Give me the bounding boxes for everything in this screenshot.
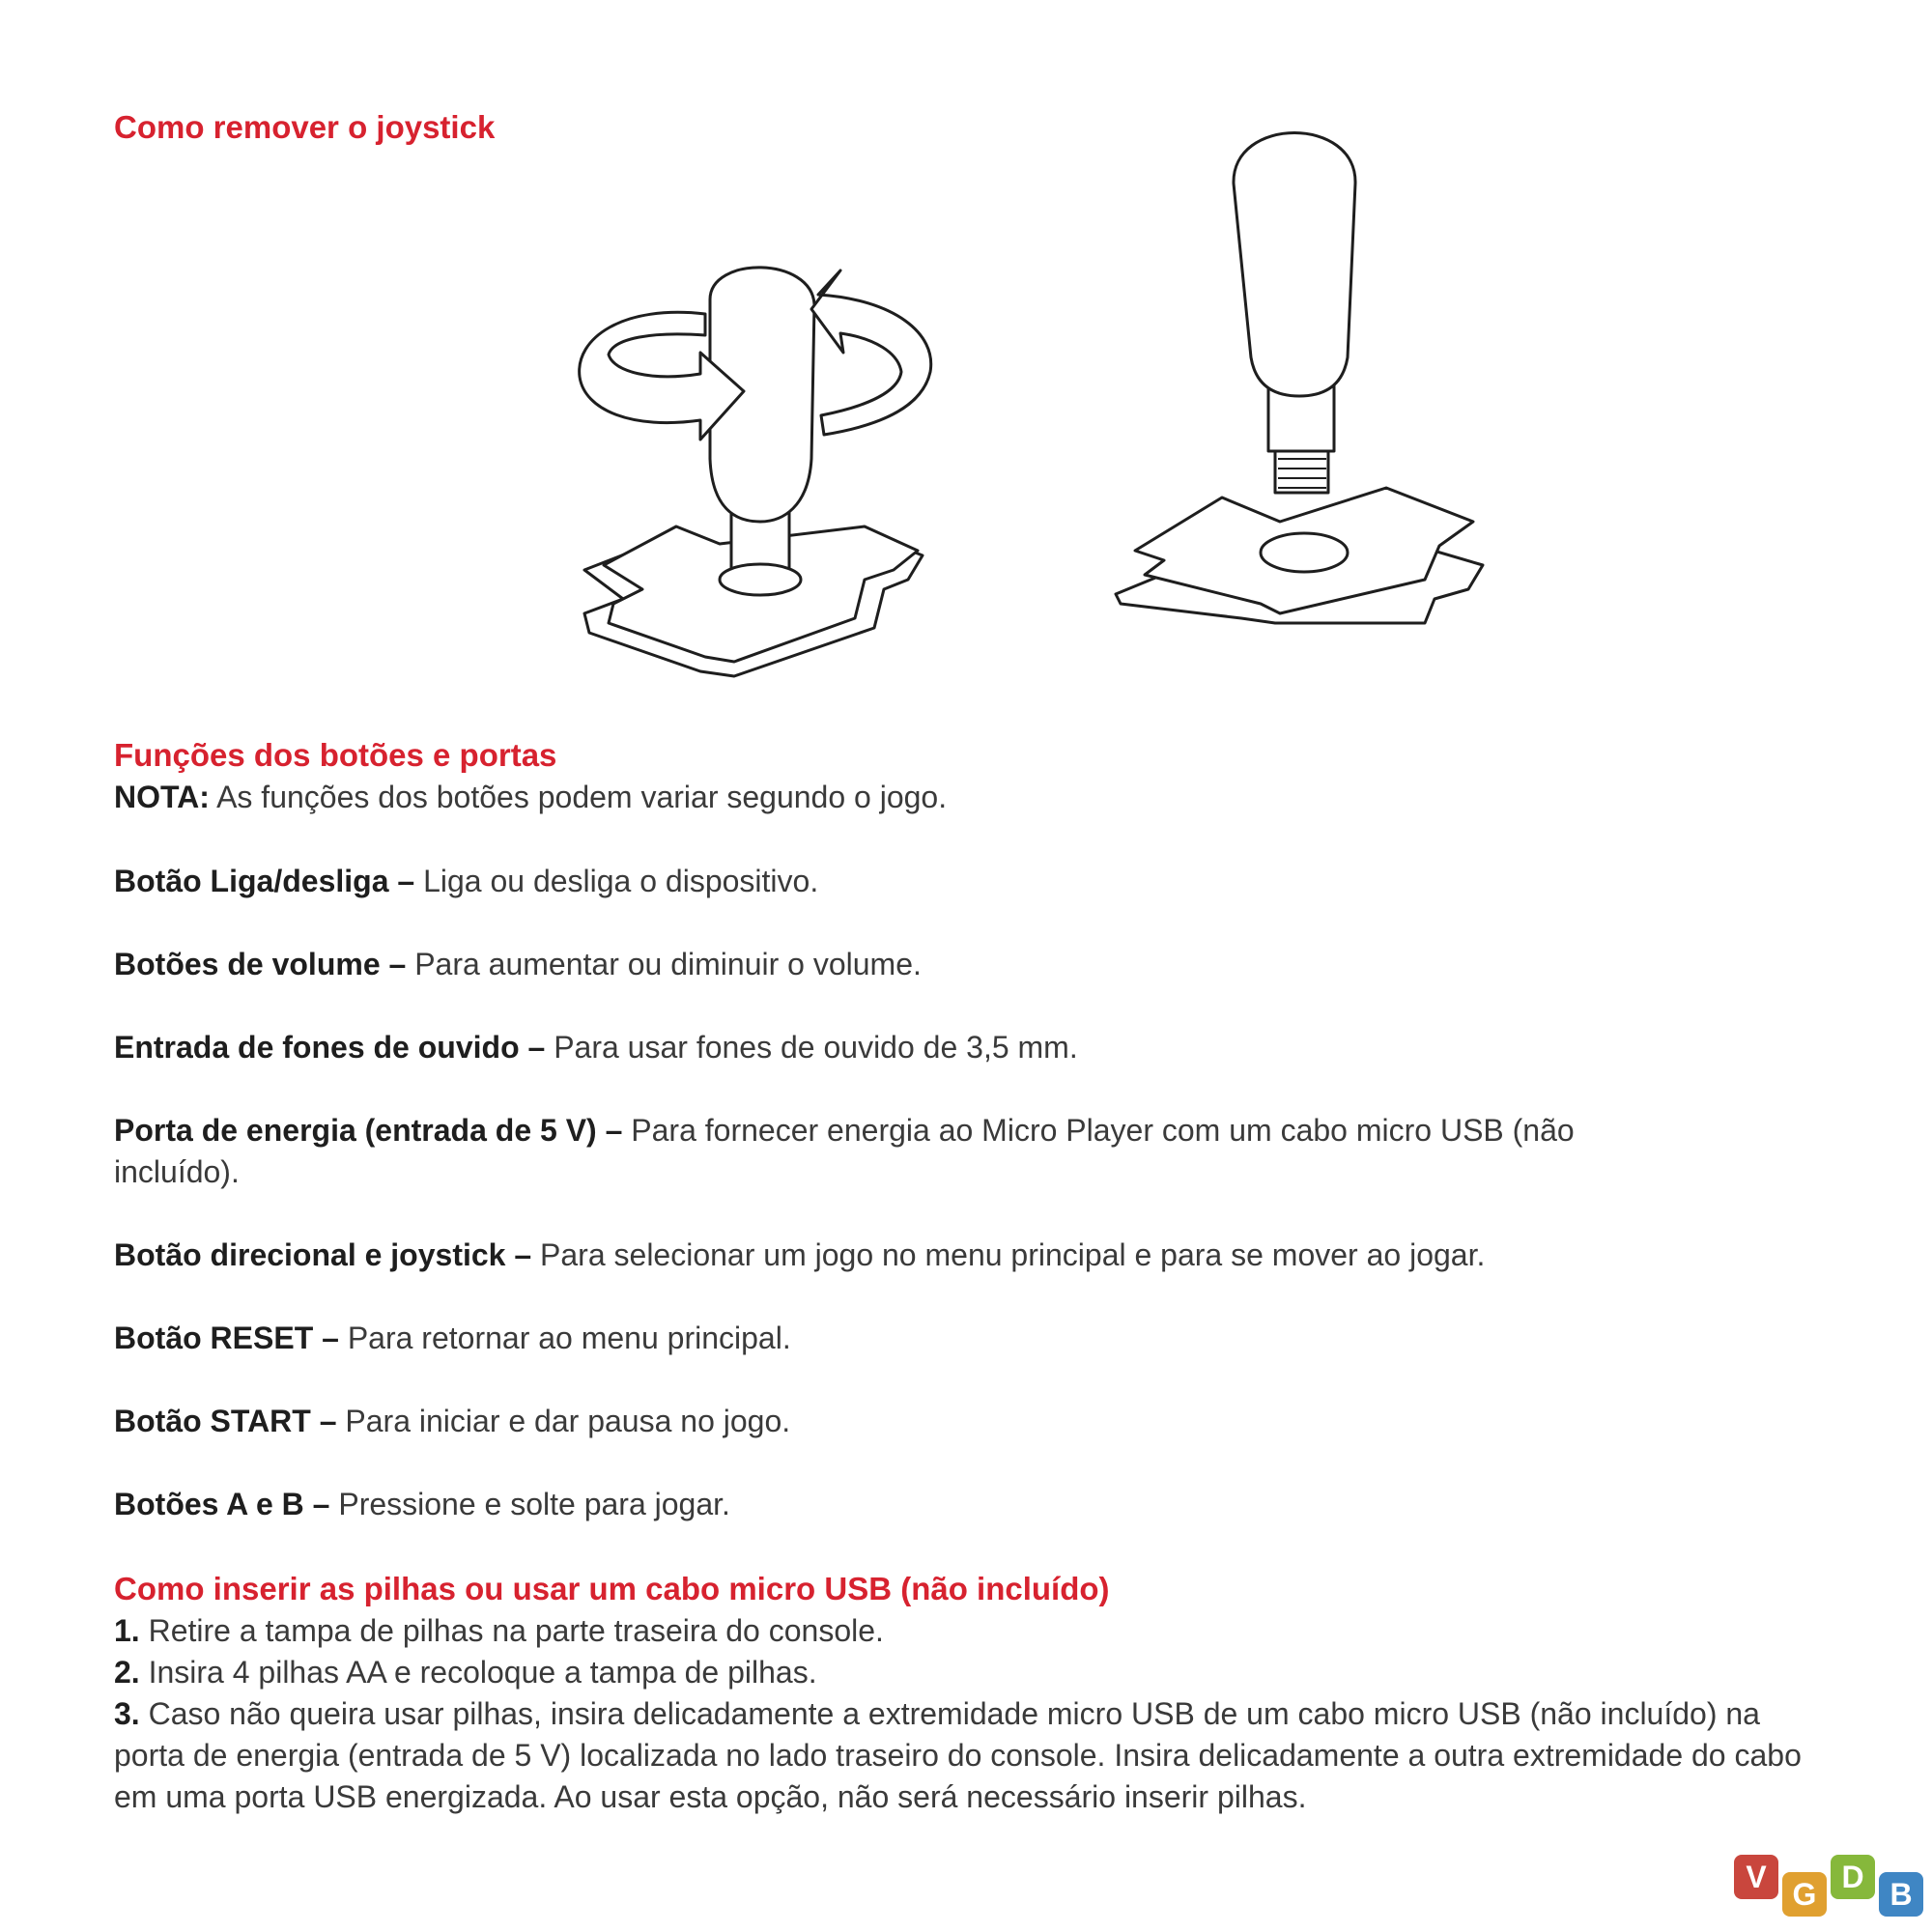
list-item xyxy=(114,1235,1814,1276)
note xyxy=(114,777,1814,818)
item-label: Botão START – xyxy=(114,1404,337,1438)
logo-tile: V xyxy=(1734,1855,1778,1899)
item-text: Para retornar ao menu principal. xyxy=(338,1321,791,1355)
battery-steps-list xyxy=(114,1610,1814,1818)
note-label: NOTA: xyxy=(114,780,210,814)
step-text: Caso não queira usar pilhas, insira delicadamente a extremidade micro USB de um cabo micro USB (não incluído) na porta de energia (entrada de 5 V) localizada no lado traseiro do console. Insira delicadamente a outra extremidade do cabo em uma porta USB energizada. Ao usar esta opção, não será necessário inserir pilhas. xyxy=(114,1696,1802,1814)
item-text: Liga ou desliga o dispositivo. xyxy=(414,864,819,898)
section-title-functions: Funções dos botões e portas xyxy=(114,737,557,773)
list-item xyxy=(114,1027,1814,1068)
item-text: Para usar fones de ouvido de 3,5 mm. xyxy=(545,1030,1078,1065)
joystick-twist-illustration xyxy=(565,246,961,691)
list-item xyxy=(114,1693,1814,1818)
vgdb-watermark-logo xyxy=(1734,1855,1927,1922)
step-number: 1. xyxy=(114,1613,140,1648)
list-item xyxy=(114,1110,1660,1193)
item-text: Pressione e solte para jogar. xyxy=(329,1487,730,1521)
item-label: Botões A e B – xyxy=(114,1487,330,1521)
item-text: Para aumentar ou diminuir o volume. xyxy=(406,947,922,981)
step-text: Insira 4 pilhas AA e recoloque a tampa de pilhas. xyxy=(139,1655,817,1690)
list-item xyxy=(114,944,1814,985)
list-item xyxy=(114,1610,1814,1652)
item-label: Porta de energia (entrada de 5 V) – xyxy=(114,1113,623,1148)
list-item xyxy=(114,1401,1814,1442)
item-label: Botão RESET – xyxy=(114,1321,339,1355)
item-label: Botão Liga/desliga – xyxy=(114,864,415,898)
note-text: As funções dos botões podem variar segundo o jogo. xyxy=(209,780,948,814)
step-text: Retire a tampa de pilhas na parte traseira do console. xyxy=(139,1613,884,1648)
item-label: Botões de volume – xyxy=(114,947,407,981)
section-title-remove-joystick: Como remover o joystick xyxy=(114,109,496,145)
logo-tile: B xyxy=(1879,1872,1923,1917)
step-number: 2. xyxy=(114,1655,140,1690)
logo-tile: G xyxy=(1782,1872,1827,1917)
list-item xyxy=(114,1652,1814,1693)
section-title-batteries: Como inserir as pilhas ou usar um cabo micro USB (não incluído) xyxy=(114,1571,1110,1606)
list-item xyxy=(114,1484,1814,1525)
item-label: Botão direcional e joystick – xyxy=(114,1237,532,1272)
logo-tile: D xyxy=(1831,1855,1875,1899)
step-number: 3. xyxy=(114,1696,140,1731)
joystick-removed-illustration xyxy=(1106,106,1492,647)
item-text: Para fornecer energia ao Micro Player com um cabo micro USB (não incluído). xyxy=(114,1113,1575,1189)
list-item xyxy=(114,861,1814,902)
item-text: Para selecionar um jogo no menu principal e para se mover ao jogar. xyxy=(531,1237,1486,1272)
button-functions-list xyxy=(114,861,1814,1567)
item-label: Entrada de fones de ouvido – xyxy=(114,1030,546,1065)
list-item xyxy=(114,1318,1814,1359)
item-text: Para iniciar e dar pausa no jogo. xyxy=(336,1404,791,1438)
